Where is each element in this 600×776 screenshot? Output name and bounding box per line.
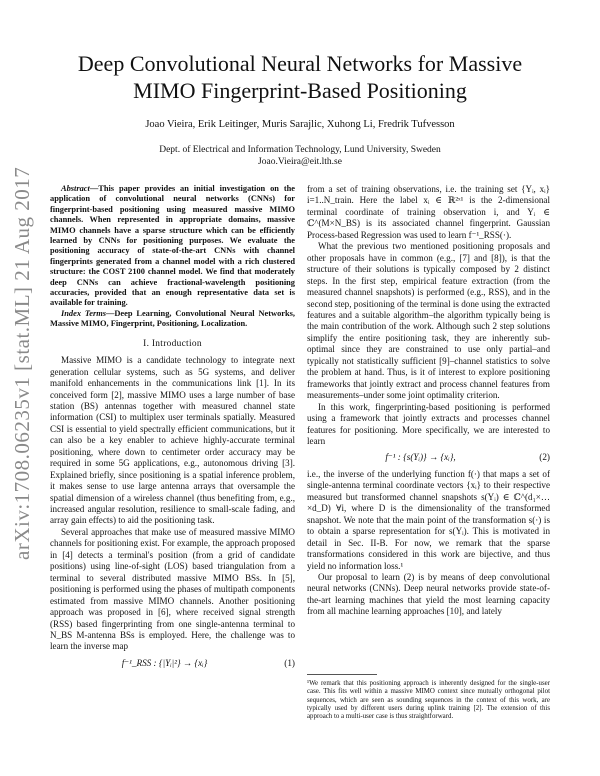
equation-1: [50, 658, 295, 669]
title-line-2: MIMO Fingerprint-Based Positioning: [133, 78, 467, 103]
index-terms: [50, 309, 295, 330]
right-paragraph-1: from a set of training observations, i.e. the training set {Yᵢ, xᵢ} i=1..N_train. Here the label xᵢ ∈ ℝ²ˣ¹ is the 2-dimensional terminal coordinate of training observation i, and Yᵢ ∈ ℂ^(M×N_BS) is its associated channel fingerprint. Gaussian Process-based Regression was used to learn f⁻¹_RSS(·).: [307, 184, 550, 240]
intro-paragraph-1: Massive MIMO is a candidate technology to integrate next generation cellular systems, such as 5G systems, and deliver manifold enhancements in the communications link [1]. In its conceived form [2], massive MIMO uses a large number of base station (BS) antennas together with measured channel state information (CSI) to multiplex user terminals spatially. Measured CSI is essential to yield spectrally efficient communications, but it can also be a key enabler to achieve highly-accurate terminal positioning, where down to centimeter order accuracy may be required in some 5G applications, e.g., autonomous driving [3]. Explained briefly, since positioning is a spatial inference problem, it makes sense to use large antenna arrays that oversample the spatial dimension of a wireless channel (thus benefiting from, e.g., increased angular resolution, resilience to small-scale fading, and array gain effects) to aid the positioning task.: [50, 355, 295, 526]
footnote: ¹We remark that this positioning approach is inherently designed for the single-user case. This fits well within a massive MIMO context since mutually orthogonal pilot sequences, which are seen as sounding sequences in the context of this work, are typically used by different users during uplink training [2]. The extension of this approach to a multi-user case is thus straightforward.: [307, 680, 550, 721]
abstract-label: Abstract: [61, 184, 90, 193]
equation-2-number: (2): [539, 452, 550, 463]
section-heading: I. Introduction: [143, 338, 202, 349]
right-paragraph-3: In this work, fingerprinting-based positioning is performed using a framework that jointly extracts and processes channel features for positioning. More specifically, we are interested to learn: [307, 401, 550, 446]
equation-1-number: (1): [284, 657, 295, 668]
email: Joao.Vieira@eit.lth.se: [258, 157, 342, 167]
left-column: [50, 184, 295, 674]
right-paragraph-5: Our proposal to learn (2) is by means of deep convolutional neural networks (CNNs). Deep neural networks provide state-of-the-art learning machines that yield the most learning capacity from all machine learning approaches [10], and lately: [307, 571, 550, 617]
title-line-1: Deep Convolutional Neural Networks for Massive: [77, 51, 523, 76]
right-column: [307, 184, 550, 618]
index-terms-label: Index Terms: [61, 308, 106, 318]
right-paragraph-2: What the previous two mentioned positioning proposals and other proposals have in common (e.g., [7] and [8]), is that the structure of their solutions is typically composed by 2 distinct steps. In the first step, empirical feature extraction (from the measured channel snapshots) is performed (e.g., RSS), and in the second step, positioning of the terminal is done using the extracted features and a suitable algorithm–the algorithm typically being is the main contribution of the work. Although such 2 step solutions simplify the entire positioning task, they are inherently sub-optimal since they are constrained to use only partial–and typically not statistically sufficient [9]–channel statistics to solve the problem at hand. Thus, is it of interest to explore positioning frameworks that jointly extract and process channel features from measurements–under some joint optimality criterion.: [307, 241, 550, 401]
equation-1-expression: f⁻¹_RSS : {|Yᵢ|²} → {xᵢ}: [121, 657, 208, 668]
footnote-rule: [307, 674, 377, 675]
index-terms-text: —Deep Learning, Convolutional Neural Networks, Massive MIMO, Fingerprint, Positioning, Localization.: [50, 308, 295, 329]
equation-2-expression: f⁻¹ : {s(Yᵢ)} → {xᵢ},: [385, 452, 456, 463]
right-paragraph-4: i.e., the inverse of the underlying function f(·) that maps a set of single-antenna terminal coordinate vectors {xᵢ} to their respective measured but transformed channel snapshots s(Yᵢ) ∈ ℂ^(d₁×…×d_D) ∀i, where D is the dimensionality of the transformed snapshot. We note that the main point of the transformation s(·) is to obtain a sparse representation for s(Yᵢ). This is motivated in detail in Sec. II-B. For now, we remark that the sparse transformations considered in this work are bijective, and thus yield no information loss.¹: [307, 468, 550, 571]
paper-title: [40, 50, 560, 104]
affiliation: Dept. of Electrical and Information Technology, Lund University, Sweden: [159, 145, 441, 155]
author-list: Joao Vieira, Erik Leitinger, Muris Sarajlic, Xuhong Li, Fredrik Tufvesson: [145, 119, 455, 130]
intro-paragraph-2: Several approaches that make use of measured massive MIMO channels for positioning exist. For example, the approach proposed in [4] detects a terminal's position (from a grid of candidate positions) using line-of-sight (LOS) based triangulation from a terminal to several distributed massive MIMO BSs. In [5], positioning is performed using the phases of multipath components estimated from massive MIMO channels. Another positioning approach was proposed in [6], where received signal strength (RSS) based fingerprinting from one single-antenna terminal to N_BS M-antenna BSs is employed. Here, the challenge was to learn the inverse map: [50, 526, 295, 652]
equation-2: [307, 452, 550, 463]
arxiv-stamp: arXiv:1708.06235v1 [stat.ML] 21 Aug 2017: [10, 166, 34, 560]
abstract-text: —This paper provides an initial investigation on the application of convolutional neural networks (CNNs) for fingerprint-based positioning using measured massive MIMO channels. When represented in appropriate domains, massive MIMO channels have a sparse structure which can be efficiently learned by CNNs for positioning purposes. We evaluate the positioning accuracy of state-of-the-art CNNs with channel fingerprints generated from a channel model with a rich clustered structure: the COST 2100 channel model. We find that moderately deep CNNs can achieve fractional-wavelength positioning accuracies, provided that an enough representative data set is available for training.: [50, 184, 295, 308]
abstract: [50, 184, 295, 309]
affiliation-block: [40, 144, 560, 168]
